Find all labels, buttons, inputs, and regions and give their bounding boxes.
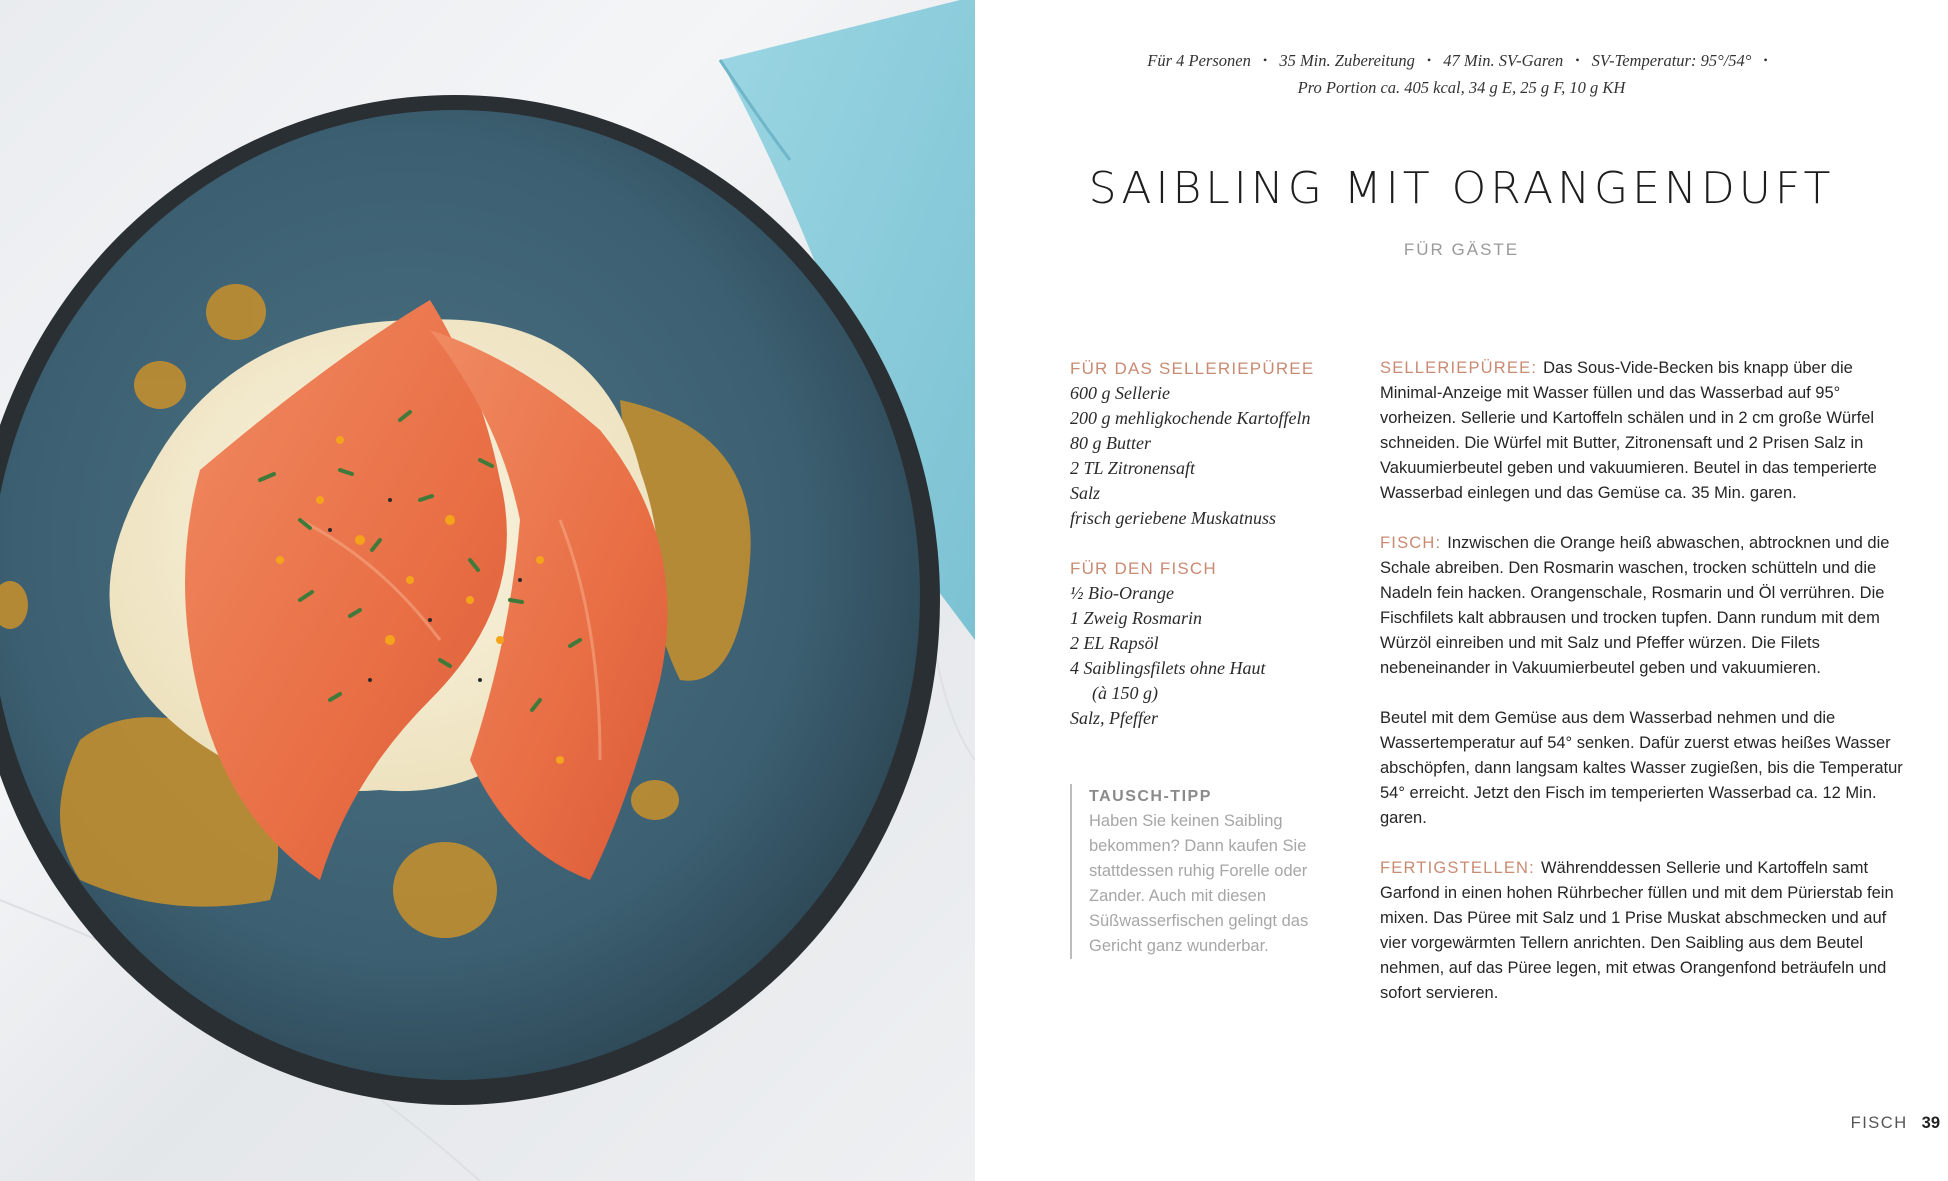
step-heading: SELLERIEPÜREE:: [1380, 359, 1538, 377]
instructions-column: [1380, 356, 1910, 1031]
recipe-title: SAIBLING MIT ORANGENDUFT: [1088, 163, 1835, 214]
step-text: Währenddessen Sellerie und Kartoffeln samt Garfond in einen hohen Rührbecher füllen und mit dem Pürierstab fein mixen. Das Püree mit Salz und 1 Prise Muskat abschmecken und auf vier vorgewärmten Tellern anrichten. Den Saibling aus dem Beutel nehmen, auf das Püree legen, mit etwas Orangenfond beträufeln und sofort servieren.: [1380, 859, 1894, 1002]
ingredient-item: 80 g Butter: [1070, 433, 1151, 453]
ingredient-group-puree: [1070, 356, 1340, 531]
step-puree: [1380, 356, 1910, 506]
tip-text: Haben Sie keinen Saibling bekommen? Dann kaufen Sie stattdessen ruhig Forelle oder Zander. Auch mit diesen Süßwasserfischen gelingt das Gericht ganz wunderbar.: [1089, 812, 1309, 955]
meta-sv-temp: SV-Temperatur: 95°/54°: [1591, 51, 1752, 70]
meta-sv-time: 47 Min. SV-Garen: [1443, 51, 1564, 70]
meta-servings: Für 4 Personen: [1147, 51, 1251, 70]
ingredient-heading-fish: FÜR DEN FISCH: [1070, 559, 1217, 578]
meta-line-1: [1035, 48, 1888, 75]
ingredient-item: 4 Saiblingsfilets ohne Haut: [1070, 658, 1266, 678]
step-heading: FISCH:: [1380, 534, 1442, 552]
recipe-subtitle: FÜR GÄSTE: [1403, 240, 1520, 259]
meta-nutrition: Pro Portion ca. 405 kcal, 34 g E, 25 g F, 10 g KH: [1297, 78, 1626, 97]
ingredient-item: (à 150 g): [1092, 683, 1158, 703]
meta-bullet: •: [1262, 53, 1268, 67]
recipe-page: [975, 0, 1948, 1181]
step-fish: [1380, 531, 1910, 681]
step-cook: [1380, 706, 1910, 831]
ingredient-item: 2 EL Rapsöl: [1070, 633, 1159, 653]
ingredient-item: 200 g mehligkochende Kartoffeln: [1070, 408, 1311, 428]
step-text: Inzwischen die Orange heiß abwaschen, abtrocknen und die Schale abreiben. Den Rosmarin waschen, trocken schütteln und die Nadeln fein hacken. Orangenschale, Rosmarin und Öl verrühren. Die Fischfilets kalt abbrausen und trocken tupfen. Dann rundum mit dem Würzöl einreiben und mit Salz und Pfeffer würzen. Die Filets nebeneinander in Vakuumierbeutel geben und vakuumieren.: [1380, 534, 1890, 677]
ingredients-column: [1070, 356, 1340, 731]
meta-bullet: •: [1426, 53, 1432, 67]
step-text: Das Sous-Vide-Becken bis knapp über die Minimal-Anzeige mit Wasser füllen und das Wasserbad auf 95° vorheizen. Sellerie und Kartoffeln schälen und in 2 cm große Würfel schneiden. Die Würfel mit Butter, Zitronensaft und 2 Prisen Salz in Vakuumierbeutel geben und vakuumieren. Beutel in das temperierte Wasserbad einlegen und das Gemüse ca. 35 Min. garen.: [1380, 359, 1877, 502]
step-finish: [1380, 856, 1910, 1006]
page-number: 39: [1921, 1114, 1940, 1132]
step-heading: FERTIGSTELLEN:: [1380, 859, 1535, 877]
ingredient-heading-puree: FÜR DAS SELLERIEPÜREE: [1070, 359, 1315, 378]
ingredient-item: Salz: [1070, 483, 1101, 503]
recipe-meta: [1035, 48, 1888, 101]
ingredient-item: ½ Bio-Orange: [1070, 583, 1174, 603]
ingredient-item: 1 Zweig Rosmarin: [1070, 608, 1203, 628]
meta-bullet: •: [1763, 53, 1768, 67]
tip-heading: TAUSCH-TIPP: [1089, 788, 1212, 805]
step-text: Beutel mit dem Gemüse aus dem Wasserbad nehmen und die Wassertemperatur auf 54° senken. Dafür zuerst etwas heißes Wasser abschöpfen, dann langsam kaltes Wasser zugießen, bis die Temperatur 54° erreicht. Jetzt den Fisch im temperierten Wasserbad ca. 12 Min. garen.: [1380, 709, 1903, 827]
ingredient-item: frisch geriebene Muskatnuss: [1070, 508, 1276, 528]
page-footer: [1851, 1114, 1940, 1133]
chapter-label: FISCH: [1850, 1114, 1908, 1132]
meta-prep-time: 35 Min. Zubereitung: [1279, 51, 1415, 70]
ingredient-item: 600 g Sellerie: [1070, 383, 1170, 403]
swap-tip: [1070, 784, 1340, 959]
meta-bullet: •: [1575, 53, 1580, 67]
ingredient-item: 2 TL Zitronensaft: [1070, 458, 1196, 478]
ingredient-item: Salz, Pfeffer: [1070, 708, 1158, 728]
ingredient-group-fish: [1070, 556, 1340, 731]
